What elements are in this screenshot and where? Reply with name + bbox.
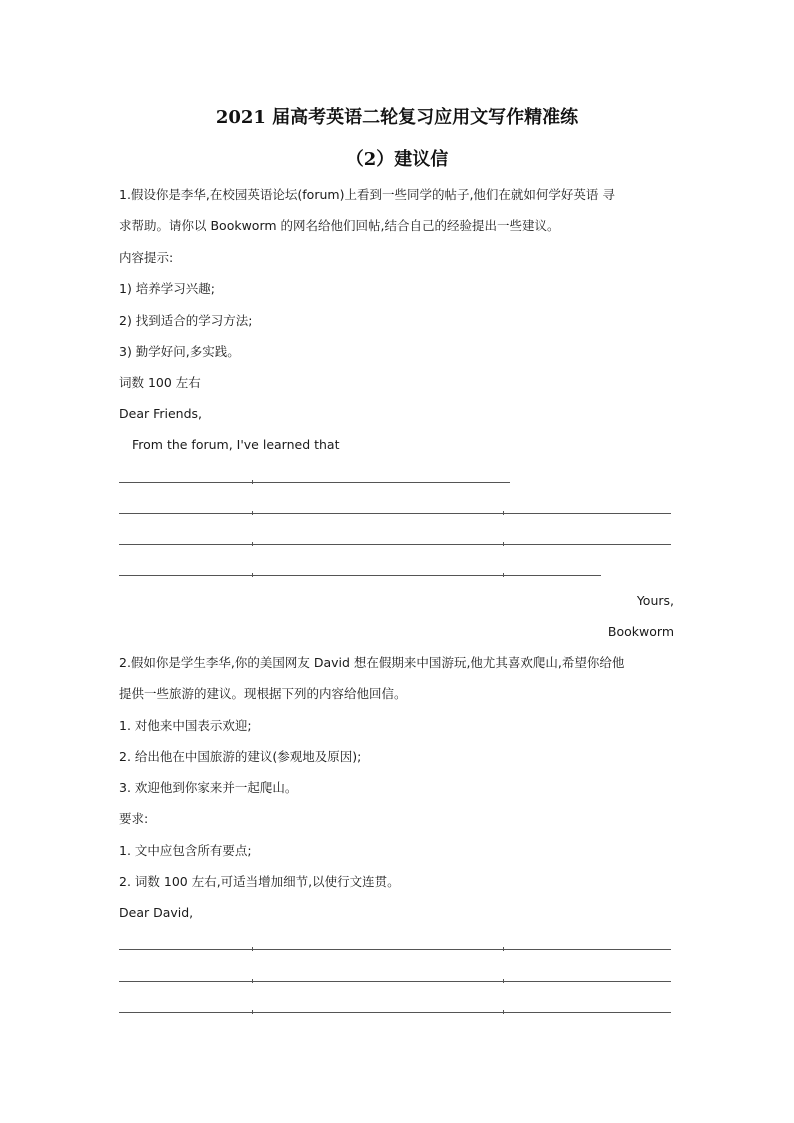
line-divider — [252, 573, 253, 577]
q2-requirement-2: 2. 词数 100 左右,可适当增加细节,以使行文连贯。 — [119, 874, 400, 889]
document-subtitle: （2）建议信 — [345, 149, 449, 170]
line-divider — [252, 480, 253, 484]
q1-point-2: 2) 找到适合的学习方法; — [119, 313, 253, 328]
q1-answer-line-1 — [119, 482, 510, 483]
q2-answer-line-2 — [119, 981, 671, 982]
line-divider — [252, 979, 253, 983]
q1-point-1: 1) 培养学习兴趣; — [119, 281, 216, 296]
q2-requirement-1: 1. 文中应包含所有要点; — [119, 843, 252, 858]
q1-point-3: 3) 勤学好问,多实践。 — [119, 344, 240, 359]
q2-answer-line-3 — [119, 1012, 671, 1013]
q1-hint-heading: 内容提示: — [119, 250, 174, 265]
line-divider — [252, 511, 253, 515]
q1-prompt-line-1: 1.假设你是李华,在校园英语论坛(forum)上看到一些同学的帖子,他们在就如何学好英语 寻 — [119, 187, 615, 202]
q2-prompt-line-2: 提供一些旅游的建议。现根据下列的内容给他回信。 — [119, 686, 407, 701]
q1-answer-line-2 — [119, 513, 671, 514]
q2-point-1: 1. 对他来中国表示欢迎; — [119, 718, 252, 733]
q2-point-2: 2. 给出他在中国旅游的建议(参观地及原因); — [119, 749, 362, 764]
q1-prompt-line-2: 求帮助。请你以 Bookworm 的网名给他们回帖,结合自己的经验提出一些建议。 — [119, 218, 560, 233]
document-title: 2021 届高考英语二轮复习应用文写作精准练 — [215, 107, 579, 128]
q2-requirements-heading: 要求: — [119, 811, 149, 826]
line-divider — [503, 511, 504, 515]
q2-prompt-line-1: 2.假如你是学生李华,你的美国网友 David 想在假期来中国游玩,他尤其喜欢爬山,希望你给他 — [119, 655, 625, 670]
line-divider — [252, 947, 253, 951]
q1-word-count: 词数 100 左右 — [119, 375, 201, 390]
q2-point-3: 3. 欢迎他到你家来并一起爬山。 — [119, 780, 298, 795]
q1-answer-line-3 — [119, 544, 671, 545]
line-divider — [252, 1010, 253, 1014]
q1-opening-sentence: From the forum, I've learned that — [132, 437, 340, 452]
q1-salutation: Dear Friends, — [119, 406, 203, 421]
q1-signature: Bookworm — [607, 624, 674, 639]
q1-answer-line-4 — [119, 575, 601, 576]
q2-answer-line-1 — [119, 949, 671, 950]
q2-salutation: Dear David, — [119, 905, 194, 920]
line-divider — [503, 979, 504, 983]
line-divider — [503, 1010, 504, 1014]
line-divider — [252, 542, 253, 546]
line-divider — [503, 947, 504, 951]
q1-closing: Yours, — [636, 593, 674, 608]
line-divider — [503, 542, 504, 546]
line-divider — [503, 573, 504, 577]
